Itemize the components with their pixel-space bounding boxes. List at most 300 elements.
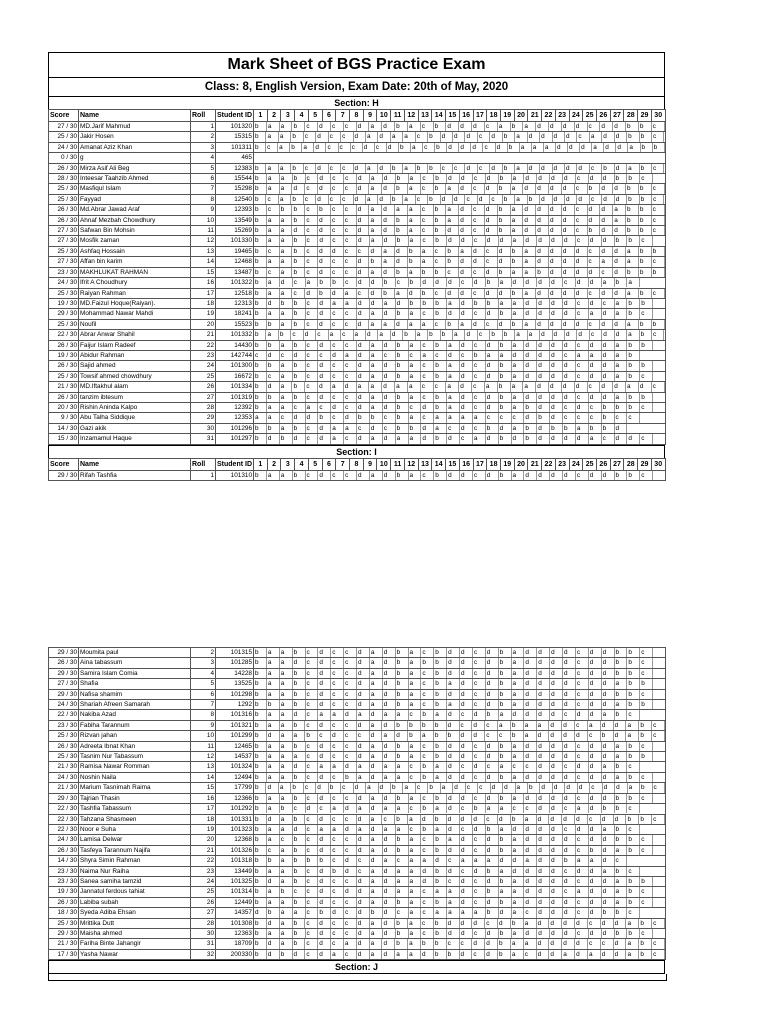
answer-letter: c bbox=[640, 372, 653, 381]
roll-cell: 5 bbox=[191, 679, 216, 689]
table-row bbox=[49, 731, 666, 741]
name-cell: Sajid ahmed bbox=[79, 361, 191, 371]
answer-letter: c bbox=[473, 403, 486, 412]
answer-letter: d bbox=[357, 721, 370, 730]
header-question: 8 bbox=[350, 110, 364, 122]
answer-letter: d bbox=[331, 289, 344, 298]
answer-letter: a bbox=[280, 898, 293, 907]
answer-letter: d bbox=[575, 257, 588, 266]
answer-letter: d bbox=[614, 721, 627, 730]
score-cell: 25 / 30 bbox=[49, 184, 79, 194]
score-cell: 29 / 30 bbox=[49, 309, 79, 319]
answer-letter: b bbox=[254, 762, 267, 771]
answer-letter: d bbox=[486, 898, 499, 907]
answer-letter: d bbox=[563, 908, 576, 917]
answer-letter: d bbox=[486, 361, 499, 370]
answer-letter: b bbox=[639, 721, 652, 730]
answer-letter: b bbox=[447, 950, 460, 959]
answer-letter: c bbox=[344, 950, 357, 959]
answer-letter: d bbox=[549, 939, 562, 948]
answer-letter: d bbox=[434, 278, 447, 287]
answer-letter: b bbox=[318, 289, 331, 298]
answer-letter: d bbox=[602, 752, 615, 761]
score-cell: 9 / 30 bbox=[49, 413, 79, 423]
answer-letter: b bbox=[395, 939, 408, 948]
score-cell: 17 / 30 bbox=[49, 949, 79, 959]
answer-letter: a bbox=[280, 794, 293, 803]
answer-letter: d bbox=[453, 132, 465, 141]
answer-letter: c bbox=[329, 195, 341, 204]
answer-letter: a bbox=[370, 794, 383, 803]
answer-letter: a bbox=[344, 351, 357, 360]
answer-letter: d bbox=[601, 815, 614, 824]
answer-letter: c bbox=[344, 742, 357, 751]
answer-letter: a bbox=[378, 330, 390, 339]
answers-cell bbox=[254, 163, 666, 173]
answer-letter: d bbox=[447, 929, 460, 938]
answer-letter: c bbox=[588, 320, 601, 329]
table-row bbox=[49, 298, 666, 308]
score-cell: 21 / 30 bbox=[49, 939, 79, 949]
answer-letter: a bbox=[589, 856, 602, 865]
answer-letter: d bbox=[550, 434, 563, 443]
answer-letter: c bbox=[331, 268, 344, 277]
answer-letter: b bbox=[421, 939, 434, 948]
answers-strip bbox=[254, 184, 665, 193]
name-cell: Inteesar Taahzib Ahmed bbox=[79, 174, 191, 184]
answer-letter: d bbox=[460, 403, 473, 412]
table-row bbox=[49, 824, 666, 834]
answer-letter: d bbox=[267, 382, 280, 391]
answer-letter: d bbox=[459, 184, 472, 193]
answer-letter: d bbox=[602, 679, 615, 688]
answer-letter: a bbox=[366, 164, 378, 173]
answer-letter: c bbox=[344, 320, 357, 329]
answer-letter: d bbox=[460, 648, 473, 657]
answer-letter: a bbox=[267, 648, 280, 657]
answer-letter: d bbox=[459, 289, 472, 298]
answer-letter: b bbox=[639, 815, 652, 824]
answer-letter: c bbox=[329, 132, 341, 141]
header-question: 3 bbox=[281, 110, 295, 122]
answer-letter: b bbox=[292, 247, 305, 256]
answer-letter: d bbox=[357, 174, 370, 183]
answer-letter: c bbox=[357, 731, 370, 740]
answer-letter: a bbox=[516, 783, 528, 792]
answer-letter: b bbox=[627, 403, 640, 412]
answer-letter: d bbox=[318, 268, 331, 277]
answer-letter: b bbox=[498, 268, 511, 277]
answer-letter: d bbox=[460, 773, 473, 782]
answer-letter: a bbox=[396, 762, 409, 771]
answer-letter: d bbox=[473, 710, 486, 719]
answer-letter: d bbox=[602, 393, 615, 402]
answer-letter: c bbox=[304, 783, 316, 792]
answers-cell bbox=[254, 814, 666, 824]
answer-letter: b bbox=[370, 908, 383, 917]
answer-letter: d bbox=[600, 226, 613, 235]
answer-letter: d bbox=[383, 372, 396, 381]
answer-letter: c bbox=[306, 679, 319, 688]
answer-letter: b bbox=[254, 815, 267, 824]
roll-cell: 3 bbox=[191, 142, 216, 152]
answer-letter: d bbox=[447, 752, 460, 761]
name-cell: Mohammad Nawar Mahdi bbox=[79, 309, 191, 319]
answer-letter: d bbox=[524, 669, 537, 678]
answer-letter: c bbox=[640, 690, 653, 699]
answer-letter: b bbox=[627, 669, 640, 678]
answer-letter: d bbox=[318, 648, 331, 657]
answer-letter: d bbox=[550, 742, 563, 751]
answer-letter: d bbox=[357, 309, 370, 318]
header-question: 22 bbox=[542, 458, 556, 470]
answer-letter: d bbox=[537, 835, 550, 844]
answer-letter: d bbox=[357, 669, 370, 678]
answer-letter: b bbox=[486, 825, 499, 834]
answer-letter: d bbox=[524, 372, 537, 381]
answer-letter: a bbox=[588, 950, 601, 959]
answer-letter: b bbox=[627, 174, 640, 183]
answer-letter: b bbox=[627, 372, 640, 381]
answer-letter: d bbox=[524, 867, 537, 876]
answer-letter: a bbox=[615, 742, 628, 751]
answer-letter: d bbox=[550, 877, 563, 886]
answer-letter: d bbox=[460, 236, 473, 245]
answer-letter: c bbox=[409, 351, 422, 360]
answer-letter: d bbox=[600, 320, 613, 329]
answer-letter: a bbox=[615, 700, 628, 709]
answer-letter: c bbox=[473, 690, 486, 699]
answer-letter: d bbox=[318, 174, 331, 183]
answer-letter: d bbox=[537, 679, 550, 688]
header-roll: Roll bbox=[191, 458, 216, 470]
answer-letter: d bbox=[562, 216, 575, 225]
answer-letter: c bbox=[344, 393, 357, 402]
answer-letter: d bbox=[486, 742, 499, 751]
answer-letter: d bbox=[589, 236, 602, 245]
answer-letter: c bbox=[267, 247, 280, 256]
answer-letter: a bbox=[280, 690, 293, 699]
answer-letter: a bbox=[409, 669, 422, 678]
answer-letter: d bbox=[459, 268, 472, 277]
answer-letter: d bbox=[589, 752, 602, 761]
answer-letter: d bbox=[357, 299, 370, 308]
answer-letter: d bbox=[460, 742, 473, 751]
answer-letter: b bbox=[434, 679, 447, 688]
answer-letter: d bbox=[540, 195, 552, 204]
answer-letter: c bbox=[478, 132, 490, 141]
answer-letter: a bbox=[357, 762, 370, 771]
answer-letter: b bbox=[434, 794, 447, 803]
answer-letter: c bbox=[421, 372, 434, 381]
answer-letter: b bbox=[280, 804, 293, 813]
header-question: 14 bbox=[432, 458, 446, 470]
answer-letter: c bbox=[266, 195, 278, 204]
answer-letter: d bbox=[537, 887, 550, 896]
answer-letter: b bbox=[409, 424, 422, 433]
answer-letter: d bbox=[600, 205, 613, 214]
answer-letter: d bbox=[318, 471, 331, 480]
answer-letter: c bbox=[421, 471, 434, 480]
answer-letter: a bbox=[524, 919, 537, 928]
answer-letter: d bbox=[550, 658, 563, 667]
answer-letter: a bbox=[626, 289, 639, 298]
answer-letter: d bbox=[600, 382, 613, 391]
answer-letter: d bbox=[318, 898, 331, 907]
answer-letter: b bbox=[640, 700, 653, 709]
score-cell: 0 / 30 bbox=[49, 153, 79, 163]
table-row bbox=[49, 340, 666, 350]
answer-letter: d bbox=[524, 299, 537, 308]
answer-letter: a bbox=[408, 950, 421, 959]
answer-letter: b bbox=[434, 815, 447, 824]
answer-letter: c bbox=[341, 195, 353, 204]
answer-letter: c bbox=[344, 700, 357, 709]
answer-letter: c bbox=[421, 393, 434, 402]
header-question: 9 bbox=[363, 458, 377, 470]
answer-letter: d bbox=[524, 825, 537, 834]
header-roll: Roll bbox=[191, 110, 216, 122]
answer-letter: a bbox=[434, 908, 447, 917]
answer-letter: d bbox=[357, 403, 370, 412]
answer-letter: d bbox=[357, 658, 370, 667]
student-id-cell: 12494 bbox=[216, 772, 254, 782]
answer-letter: d bbox=[485, 950, 498, 959]
answer-letter: d bbox=[344, 413, 357, 422]
answer-letter: c bbox=[331, 929, 344, 938]
answer-letter: d bbox=[563, 773, 576, 782]
score-cell: 27 / 30 bbox=[49, 257, 79, 267]
answer-letter: a bbox=[499, 351, 512, 360]
answer-letter: d bbox=[549, 721, 562, 730]
answer-letter: c bbox=[344, 658, 357, 667]
answer-letter: c bbox=[486, 762, 499, 771]
answer-letter: c bbox=[306, 690, 319, 699]
answers-strip bbox=[254, 236, 665, 245]
answer-letter: b bbox=[499, 658, 512, 667]
answer-letter: a bbox=[370, 887, 383, 896]
answer-letter: a bbox=[409, 856, 422, 865]
answer-letter: d bbox=[537, 669, 550, 678]
answer-letter: b bbox=[254, 195, 266, 204]
header-question: 18 bbox=[487, 110, 501, 122]
answer-letter: c bbox=[396, 278, 409, 287]
answer-letter: a bbox=[524, 856, 537, 865]
answer-letter: b bbox=[499, 700, 512, 709]
answers-strip bbox=[254, 174, 665, 183]
header-question: 13 bbox=[418, 458, 432, 470]
answer-letter: a bbox=[331, 804, 344, 813]
answer-letter: a bbox=[331, 434, 344, 443]
score-cell: 29 / 30 bbox=[49, 668, 79, 678]
answer-letter: b bbox=[627, 898, 640, 907]
answer-letter: c bbox=[421, 919, 434, 928]
answer-letter: a bbox=[279, 132, 291, 141]
answers-cell bbox=[254, 174, 666, 184]
answer-letter: a bbox=[434, 424, 447, 433]
answer-letter: a bbox=[512, 236, 525, 245]
answer-letter: d bbox=[524, 690, 537, 699]
answer-letter: c bbox=[331, 679, 344, 688]
answer-letter: c bbox=[344, 669, 357, 678]
roll-cell: 23 bbox=[191, 350, 216, 360]
name-cell: Towsif ahmed chowdhury bbox=[79, 371, 191, 381]
answer-letter: b bbox=[627, 648, 640, 657]
answers-cell bbox=[254, 132, 666, 142]
answer-letter: d bbox=[383, 742, 396, 751]
answer-letter: a bbox=[409, 887, 422, 896]
answer-letter: b bbox=[627, 700, 640, 709]
header-question: 12 bbox=[404, 458, 418, 470]
answer-letter: d bbox=[306, 804, 319, 813]
answer-letter: a bbox=[459, 320, 472, 329]
answer-letter: d bbox=[486, 174, 499, 183]
header-question: 17 bbox=[473, 458, 487, 470]
answer-letter: c bbox=[576, 690, 589, 699]
answer-letter: d bbox=[589, 908, 602, 917]
answer-letter: d bbox=[565, 164, 577, 173]
answer-letter: d bbox=[293, 950, 306, 959]
answer-letter: c bbox=[267, 846, 280, 855]
score-cell: 22 / 30 bbox=[49, 710, 79, 720]
header-question: 7 bbox=[336, 458, 350, 470]
answer-letter: a bbox=[511, 226, 524, 235]
header-question: 10 bbox=[377, 110, 391, 122]
answer-letter: d bbox=[563, 742, 576, 751]
answer-letter: a bbox=[280, 320, 293, 329]
answer-letter: b bbox=[434, 226, 447, 235]
header-question: 30 bbox=[651, 458, 665, 470]
answer-letter: a bbox=[627, 278, 640, 287]
answer-letter: b bbox=[254, 309, 267, 318]
answer-letter: d bbox=[562, 382, 575, 391]
answer-letter: b bbox=[511, 320, 524, 329]
answer-letter: d bbox=[318, 867, 331, 876]
answers-cell bbox=[254, 194, 666, 204]
student-id-cell: 12465 bbox=[216, 741, 254, 751]
header-question: 10 bbox=[377, 458, 391, 470]
answer-letter: d bbox=[550, 762, 563, 771]
answer-letter: a bbox=[369, 268, 382, 277]
answer-letter: a bbox=[421, 856, 434, 865]
answer-letter: a bbox=[434, 887, 447, 896]
answer-letter: b bbox=[627, 471, 640, 480]
header-question: 25 bbox=[583, 458, 597, 470]
answer-letter: c bbox=[652, 122, 665, 131]
answer-letter: b bbox=[434, 236, 447, 245]
score-cell: 14 / 30 bbox=[49, 423, 79, 433]
answer-letter: c bbox=[421, 887, 434, 896]
student-id-cell: 101326 bbox=[216, 845, 254, 855]
answer-letter: b bbox=[421, 773, 434, 782]
answer-letter: d bbox=[600, 184, 613, 193]
answer-letter: b bbox=[395, 721, 408, 730]
answer-letter: d bbox=[344, 856, 357, 865]
roll-cell: 15 bbox=[191, 783, 216, 793]
answer-letter: d bbox=[383, 471, 396, 480]
answer-letter: c bbox=[485, 247, 498, 256]
answer-letter: c bbox=[640, 794, 653, 803]
answer-letter: c bbox=[473, 679, 486, 688]
answer-letter: d bbox=[370, 710, 383, 719]
answer-letter: d bbox=[472, 919, 485, 928]
answer-letter: c bbox=[421, 929, 434, 938]
answer-letter: c bbox=[627, 908, 640, 917]
answer-letter: d bbox=[305, 289, 318, 298]
answer-letter: b bbox=[267, 393, 280, 402]
name-cell: Tasnim Nur Tabassum bbox=[79, 752, 191, 762]
score-cell: 25 / 30 bbox=[49, 371, 79, 381]
answers-strip bbox=[254, 413, 665, 422]
answer-letter: d bbox=[563, 648, 576, 657]
answer-letter: b bbox=[267, 361, 280, 370]
answer-letter: a bbox=[280, 236, 293, 245]
answer-letter: b bbox=[640, 393, 653, 402]
answer-letter: b bbox=[434, 403, 447, 412]
answers-strip bbox=[254, 804, 665, 813]
answer-letter: c bbox=[652, 382, 665, 391]
roll-cell: 10 bbox=[191, 731, 216, 741]
answer-letter: d bbox=[549, 122, 562, 131]
answer-letter: d bbox=[496, 143, 508, 152]
answers-cell bbox=[254, 689, 666, 699]
continued-table bbox=[48, 647, 666, 960]
answer-letter: b bbox=[434, 309, 447, 318]
answer-letter: a bbox=[409, 794, 422, 803]
answer-letter: a bbox=[421, 257, 434, 266]
name-cell: Shafia bbox=[79, 679, 191, 689]
name-cell: Amanat Aziz Khan bbox=[79, 142, 191, 152]
answer-letter: a bbox=[370, 351, 383, 360]
answers-strip bbox=[254, 898, 665, 907]
student-id-cell: 101297 bbox=[216, 434, 254, 444]
answer-letter: b bbox=[293, 690, 306, 699]
answer-letter: c bbox=[472, 205, 485, 214]
answers-strip bbox=[254, 752, 665, 761]
answer-letter: c bbox=[304, 132, 316, 141]
answer-letter: a bbox=[486, 856, 499, 865]
name-cell: Shariah Afreen Samarah bbox=[79, 700, 191, 710]
answers-strip bbox=[254, 257, 665, 266]
answer-letter: d bbox=[370, 424, 383, 433]
answer-letter: c bbox=[331, 898, 344, 907]
answer-letter: b bbox=[293, 898, 306, 907]
answer-letter: c bbox=[306, 710, 319, 719]
answer-letter: c bbox=[563, 710, 576, 719]
header-question: 11 bbox=[391, 458, 405, 470]
answer-letter: b bbox=[602, 164, 614, 173]
answer-letter: c bbox=[306, 794, 319, 803]
answer-letter: d bbox=[383, 877, 396, 886]
answer-letter: b bbox=[416, 164, 428, 173]
answer-letter: b bbox=[627, 341, 640, 350]
answers-cell bbox=[254, 928, 666, 938]
student-id-cell: 12468 bbox=[216, 257, 254, 267]
answer-letter: a bbox=[512, 403, 525, 412]
answer-letter: b bbox=[615, 762, 628, 771]
answers-strip bbox=[254, 341, 665, 350]
answer-letter: d bbox=[486, 679, 499, 688]
answer-letter: a bbox=[512, 773, 525, 782]
answers-strip bbox=[254, 856, 665, 865]
answer-letter: a bbox=[434, 413, 447, 422]
answer-letter: d bbox=[602, 361, 615, 370]
answer-letter: a bbox=[280, 257, 293, 266]
answer-letter: d bbox=[357, 835, 370, 844]
answer-letter: b bbox=[627, 690, 640, 699]
answer-letter: b bbox=[626, 815, 639, 824]
answer-letter: c bbox=[421, 413, 434, 422]
